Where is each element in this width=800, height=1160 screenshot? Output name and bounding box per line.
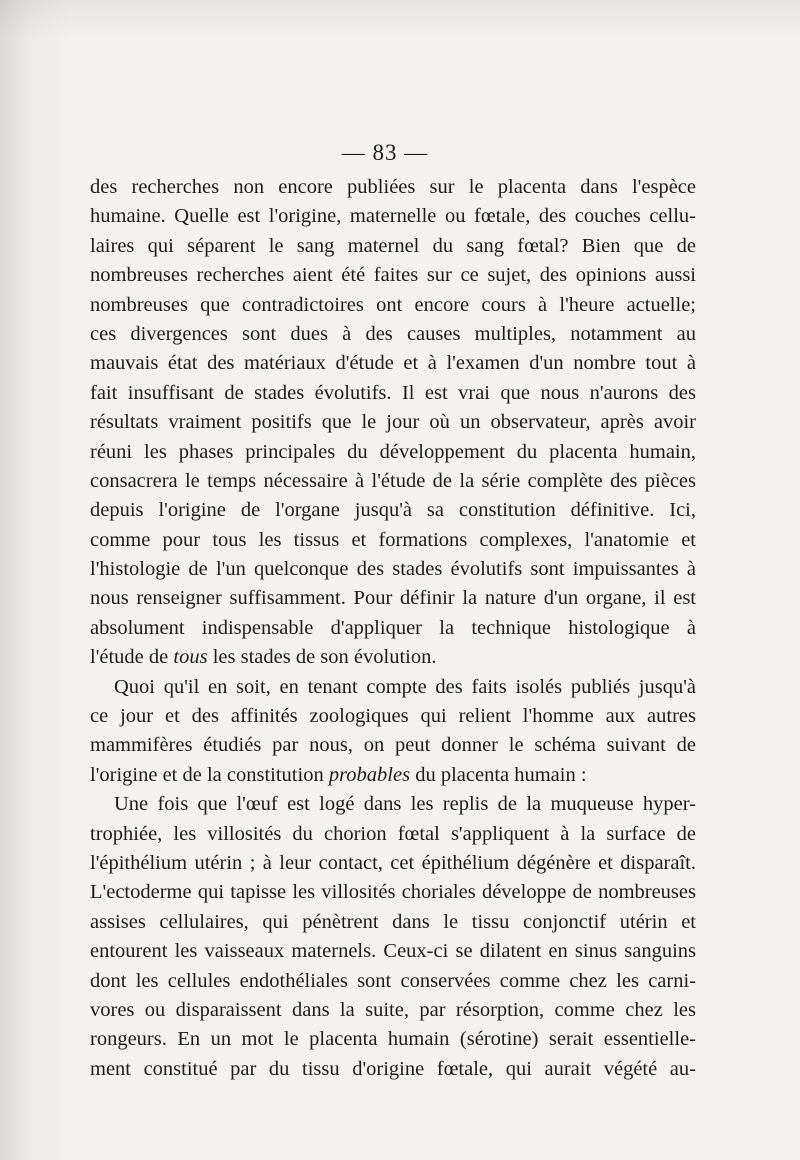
text-segment: fait insuffisant de stades évolutifs. Il est vrai que nous n'aurons des <box>90 381 696 404</box>
text-segment: rongeurs. En un mot le placenta humain (sérotine) serait essentielle- <box>90 1028 696 1051</box>
text-segment: trophiée, les villosités du chorion fœtal s'appliquent à la surface de <box>90 822 696 845</box>
text-line <box>90 849 696 878</box>
text-segment: entourent les vaisseaux maternels. Ceux-ci se dilatent en sinus sanguins <box>90 940 696 963</box>
text-segment: nous renseigner suffisamment. Pour définir la nature d'un organe, il est <box>90 587 696 610</box>
text-line <box>90 438 696 467</box>
text-line <box>90 496 696 525</box>
text-line <box>90 232 696 261</box>
text-line <box>90 173 696 202</box>
text-segment: l'histologie de l'un quelconque des stades évolutifs sont impuissantes à <box>90 558 696 581</box>
body-text <box>90 173 696 1084</box>
text-segment: consacrera le temps nécessaire à l'étude de la série complète des pièces <box>90 469 696 492</box>
text-segment: depuis l'origine de l'organe jusqu'à sa constitution définitive. Ici, <box>90 499 696 522</box>
text-segment: résultats vraiment positifs que le jour où un observateur, après avoir <box>90 411 696 434</box>
text-line <box>90 937 696 966</box>
italic-text: tous <box>173 646 208 669</box>
text-line <box>90 996 696 1025</box>
text-line <box>90 467 696 496</box>
text-line <box>90 673 696 702</box>
text-segment: ce jour et des affinités zoologiques qui relient l'homme aux autres <box>90 705 696 728</box>
text-line <box>90 643 696 672</box>
text-line <box>90 702 696 731</box>
text-line <box>90 820 696 849</box>
text-segment: assises cellulaires, qui pénètrent dans le tissu conjonctif utérin et <box>90 910 696 933</box>
text-segment: laires qui séparent le sang maternel du sang fœtal? Bien que de <box>90 234 696 257</box>
text-segment: Quoi qu'il en soit, en tenant compte des faits isolés publiés jusqu'à <box>114 675 696 698</box>
text-segment: ces divergences sont dues à des causes multiples, notamment au <box>90 322 696 345</box>
text-segment: des recherches non encore publiées sur le placenta dans l'espèce <box>90 176 696 198</box>
text-line <box>90 202 696 231</box>
text-line <box>90 878 696 907</box>
text-line <box>90 526 696 555</box>
text-line <box>90 790 696 819</box>
text-segment: réuni les phases principales du développement du placenta humain, <box>90 440 696 463</box>
text-segment: ment constitué par du tissu d'origine fœtale, qui aurait végété au- <box>90 1057 696 1080</box>
text-segment: vores ou disparaissent dans la suite, par résorption, comme chez les <box>90 998 696 1021</box>
text-segment: l'origine et de la constitution <box>90 763 329 786</box>
text-line <box>90 408 696 437</box>
text-segment: mammifères étudiés par nous, on peut donner le schéma suivant de <box>90 734 696 757</box>
text-segment: Une fois que l'œuf est logé dans les replis de la muqueuse hyper- <box>114 793 696 816</box>
text-line <box>90 761 696 790</box>
text-line <box>90 908 696 937</box>
text-line <box>90 291 696 320</box>
text-line <box>90 555 696 584</box>
text-segment: dont les cellules endothéliales sont conservées comme chez les carni- <box>90 969 696 992</box>
text-segment: du placenta humain : <box>410 763 587 786</box>
text-line <box>90 614 696 643</box>
text-segment: les stades de son évolution. <box>207 646 437 669</box>
text-line <box>90 1055 696 1084</box>
text-segment: humaine. Quelle est l'origine, maternelle ou fœtale, des couches cellu- <box>90 205 696 228</box>
page-number: — 83 — <box>341 140 429 165</box>
text-segment: nombreuses que contradictoires ont encore cours à l'heure actuelle; <box>90 293 696 316</box>
text-line <box>90 1025 696 1054</box>
text-line <box>90 379 696 408</box>
text-line <box>90 967 696 996</box>
text-segment: l'étude de <box>90 646 174 669</box>
text-line <box>90 731 696 760</box>
text-segment: L'ectoderme qui tapisse les villosités choriales développe de nombreuses <box>90 881 696 904</box>
italic-text: probables <box>328 763 411 786</box>
text-line <box>90 584 696 613</box>
text-segment: mauvais état des matériaux d'étude et à l'examen d'un nombre tout à <box>90 352 696 375</box>
text-line <box>90 261 696 290</box>
text-line <box>90 349 696 378</box>
text-segment: nombreuses recherches aient été faites sur ce sujet, des opinions aussi <box>90 264 696 287</box>
text-segment: comme pour tous les tissus et formations complexes, l'anatomie et <box>90 528 696 551</box>
text-segment: absolument indispensable d'appliquer la technique histologique à <box>90 616 696 639</box>
text-segment: l'épithélium utérin ; à leur contact, cet épithélium dégénère et disparaît. <box>90 851 696 874</box>
text-line <box>90 320 696 349</box>
